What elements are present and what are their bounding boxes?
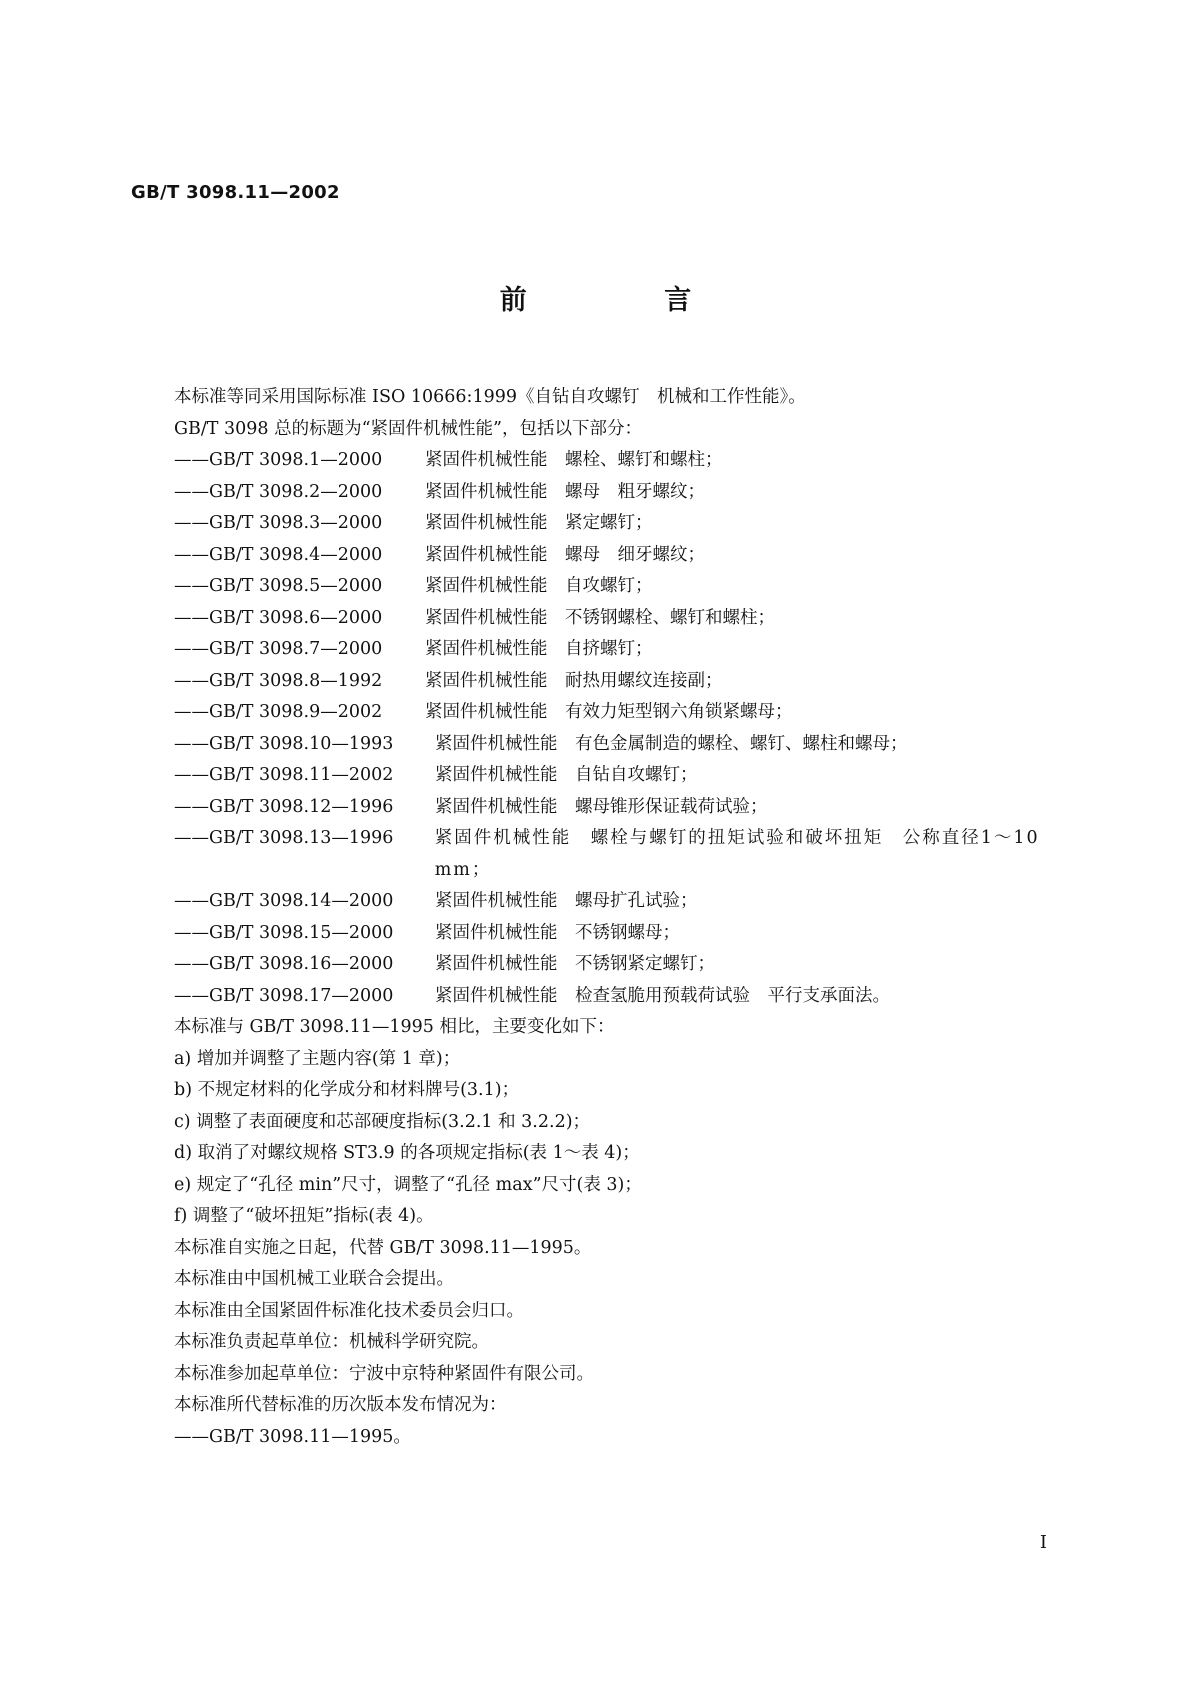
series-item: [174, 760, 1064, 792]
page-number: I: [1039, 1532, 1047, 1553]
series-item: [174, 792, 1064, 824]
series-desc: 紧固件机械性能 螺母锥形保证载荷试验；: [435, 796, 768, 817]
series-item: [174, 477, 1064, 509]
series-desc: 紧固件机械性能 螺母 细牙螺纹；: [425, 544, 705, 565]
series-code: ——GB/T 3098.17—2000: [174, 985, 394, 1006]
series-code: ——GB/T 3098.4—2000: [174, 544, 383, 565]
closing-line: 本标准由全国紧固件标准化技术委员会归口。: [174, 1300, 524, 1321]
series-item: [174, 666, 1064, 698]
series-desc: 紧固件机械性能 螺母扩孔试验；: [435, 891, 698, 911]
series-code: ——GB/T 3098.1—2000: [174, 450, 383, 470]
series-desc: 紧固件机械性能 有色金属制造的螺栓、螺钉、螺柱和螺母；: [435, 733, 908, 754]
closing-line: 本标准自实施之日起，代替 GB/T 3098.11—1995。: [174, 1237, 592, 1258]
series-code: ——GB/T 3098.5—2000: [174, 576, 383, 596]
series-item: [174, 918, 1064, 950]
series-desc: 紧固件机械性能 不锈钢螺母；: [435, 922, 680, 943]
change-item: d) 取消了对螺纹规格 ST3.9 的各项规定指标(表 1～表 4)；: [174, 1143, 640, 1163]
series-item: [174, 571, 1064, 603]
series-code: ——GB/T 3098.13—1996: [174, 828, 394, 848]
series-item: [174, 634, 1064, 666]
series-code: ——GB/T 3098.15—2000: [174, 922, 394, 943]
standard-code: GB/T 3098.11—2002: [131, 182, 340, 203]
closing-line: 本标准由中国机械工业联合会提出。: [174, 1269, 454, 1289]
series-desc: 紧固件机械性能 紧定螺钉；: [425, 513, 653, 533]
change-item: e) 规定了“孔径 min”尺寸，调整了“孔径 max”尺寸(表 3)；: [174, 1174, 642, 1195]
document-body: [174, 382, 1064, 1453]
series-desc: 紧固件机械性能 自钻自攻螺钉；: [435, 765, 698, 785]
series-desc: 紧固件机械性能 耐热用螺纹连接副；: [425, 670, 723, 691]
series-item: [174, 949, 1064, 981]
changes-intro: 本标准与 GB/T 3098.11—1995 相比，主要变化如下：: [174, 1017, 615, 1037]
closing-line: 本标准所代替标准的历次版本发布情况为：: [174, 1395, 507, 1415]
series-code: ——GB/T 3098.8—1992: [174, 670, 383, 691]
series-item: [174, 603, 1064, 635]
series-desc: 紧固件机械性能 螺栓与螺钉的扭矩试验和破坏扭矩 公称直径1～10 mm；: [434, 828, 1040, 880]
series-code: ——GB/T 3098.11—2002: [174, 765, 394, 785]
series-item: [174, 508, 1064, 540]
series-code: ——GB/T 3098.3—2000: [174, 513, 383, 533]
series-code: ——GB/T 3098.7—2000: [174, 639, 383, 659]
series-desc: 紧固件机械性能 不锈钢螺栓、螺钉和螺柱；: [425, 607, 775, 628]
series-desc: 紧固件机械性能 检查氢脆用预载荷试验 平行支承面法。: [435, 985, 890, 1006]
series-item: [174, 540, 1064, 572]
change-item: c) 调整了表面硬度和芯部硬度指标(3.2.1 和 3.2.2)；: [174, 1111, 591, 1132]
series-item: [174, 445, 1064, 477]
series-desc: 紧固件机械性能 螺母 粗牙螺纹；: [425, 481, 705, 502]
change-item: b) 不规定材料的化学成分和材料牌号(3.1)；: [174, 1080, 520, 1100]
closing-line: 本标准参加起草单位：宁波中京特种紧固件有限公司。: [174, 1363, 594, 1384]
series-item: [174, 697, 1064, 729]
change-item: a) 增加并调整了主题内容(第 1 章)；: [174, 1048, 461, 1069]
series-code: ——GB/T 3098.2—2000: [174, 481, 383, 502]
series-item: [174, 886, 1064, 918]
series-code: ——GB/T 3098.16—2000: [174, 954, 394, 974]
series-desc: 紧固件机械性能 螺栓、螺钉和螺柱；: [425, 450, 723, 470]
series-desc: 紧固件机械性能 不锈钢紧定螺钉；: [435, 954, 715, 974]
intro-line: 本标准等同采用国际标准 ISO 10666:1999《自钻自攻螺钉 机械和工作性能》。: [174, 387, 806, 407]
series-item: [174, 981, 1064, 1013]
closing-line: 本标准负责起草单位：机械科学研究院。: [174, 1332, 489, 1352]
series-item: [174, 823, 1064, 886]
series-code: ——GB/T 3098.10—1993: [174, 733, 394, 754]
series-item: [174, 729, 1064, 761]
series-code: ——GB/T 3098.9—2002: [174, 702, 383, 722]
series-code: ——GB/T 3098.14—2000: [174, 891, 394, 911]
closing-line: ——GB/T 3098.11—1995。: [174, 1426, 411, 1447]
series-desc: 紧固件机械性能 有效力矩型钢六角锁紧螺母；: [425, 702, 793, 722]
series-desc: 紧固件机械性能 自挤螺钉；: [425, 639, 653, 659]
page-title: 前 言: [499, 285, 756, 316]
series-code: ——GB/T 3098.6—2000: [174, 607, 383, 628]
series-desc: 紧固件机械性能 自攻螺钉；: [425, 576, 653, 596]
series-code: ——GB/T 3098.12—1996: [174, 796, 394, 817]
intro-line: GB/T 3098 总的标题为“紧固件机械性能”，包括以下部分：: [174, 418, 642, 439]
change-item: f) 调整了“破坏扭矩”指标(表 4)。: [174, 1206, 434, 1226]
